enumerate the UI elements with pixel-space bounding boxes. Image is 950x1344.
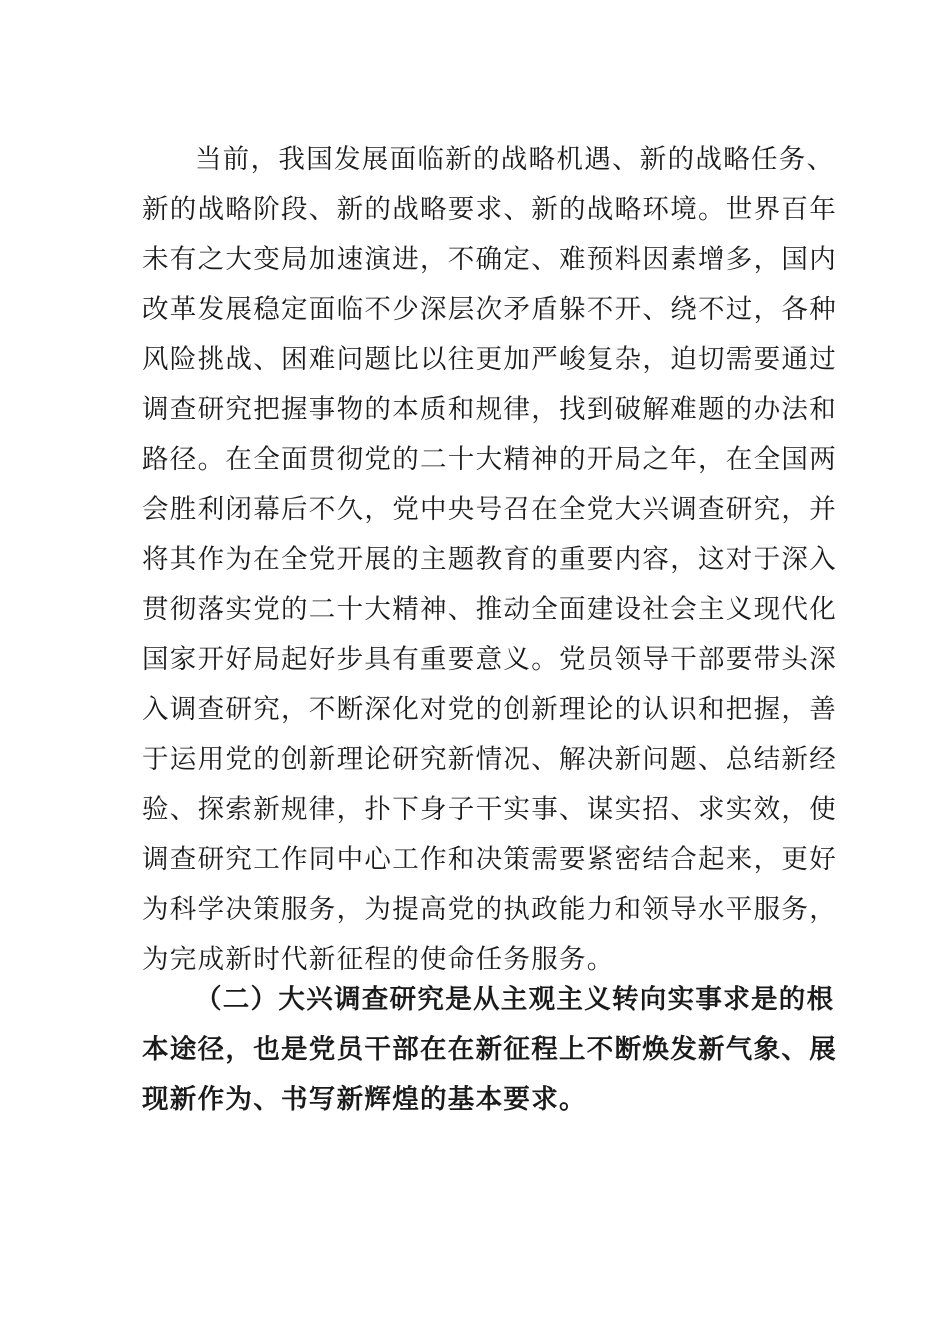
paragraph-line: 路径。在全面贯彻党的二十大精神的开局之年，在全国两 <box>142 444 837 475</box>
paragraph-line: 未有之大变局加速演进，不确定、难预料因素增多，国内 <box>142 244 837 275</box>
paragraph-line: 调查研究把握事物的本质和规律，找到破解难题的办法和 <box>142 394 837 425</box>
heading-line: 本途径，也是党员干部在在新征程上不断焕发新气象、展 <box>142 1034 837 1065</box>
heading-line: （二）大兴调查研究是从主观主义转向实事求是的根 <box>195 984 835 1015</box>
paragraph-line: 于运用党的创新理论研究新情况、解决新问题、总结新经 <box>142 744 837 775</box>
paragraph-line: 入调查研究，不断深化对党的创新理论的认识和把握，善 <box>142 694 837 725</box>
paragraph-line: 调查研究工作同中心工作和决策需要紧密结合起来，更好 <box>142 844 837 875</box>
paragraph-line: 验、探索新规律，扑下身子干实事、谋实招、求实效，使 <box>142 794 837 825</box>
paragraph-line: 为完成新时代新征程的使命任务服务。 <box>142 944 615 975</box>
paragraph-line: 改革发展稳定面临不少深层次矛盾躲不开、绕不过，各种 <box>142 294 837 325</box>
body-paragraph <box>142 135 837 985</box>
paragraph-line: 当前，我国发展面临新的战略机遇、新的战略任务、 <box>195 144 835 175</box>
paragraph-line: 将其作为在全党开展的主题教育的重要内容，这对于深入 <box>142 544 837 575</box>
paragraph-line: 国家开好局起好步具有重要意义。党员领导干部要带头深 <box>142 644 837 675</box>
paragraph-line: 为科学决策服务，为提高党的执政能力和领导水平服务， <box>142 894 837 925</box>
section-heading-paragraph <box>142 975 837 1125</box>
heading-line: 现新作为、书写新辉煌的基本要求。 <box>142 1084 587 1115</box>
paragraph-line: 风险挑战、困难问题比以往更加严峻复杂，迫切需要通过 <box>142 344 837 375</box>
paragraph-line: 新的战略阶段、新的战略要求、新的战略环境。世界百年 <box>142 194 837 225</box>
paragraph-line: 会胜利闭幕后不久，党中央号召在全党大兴调查研究，并 <box>142 494 837 525</box>
paragraph-line: 贯彻落实党的二十大精神、推动全面建设社会主义现代化 <box>142 594 837 625</box>
